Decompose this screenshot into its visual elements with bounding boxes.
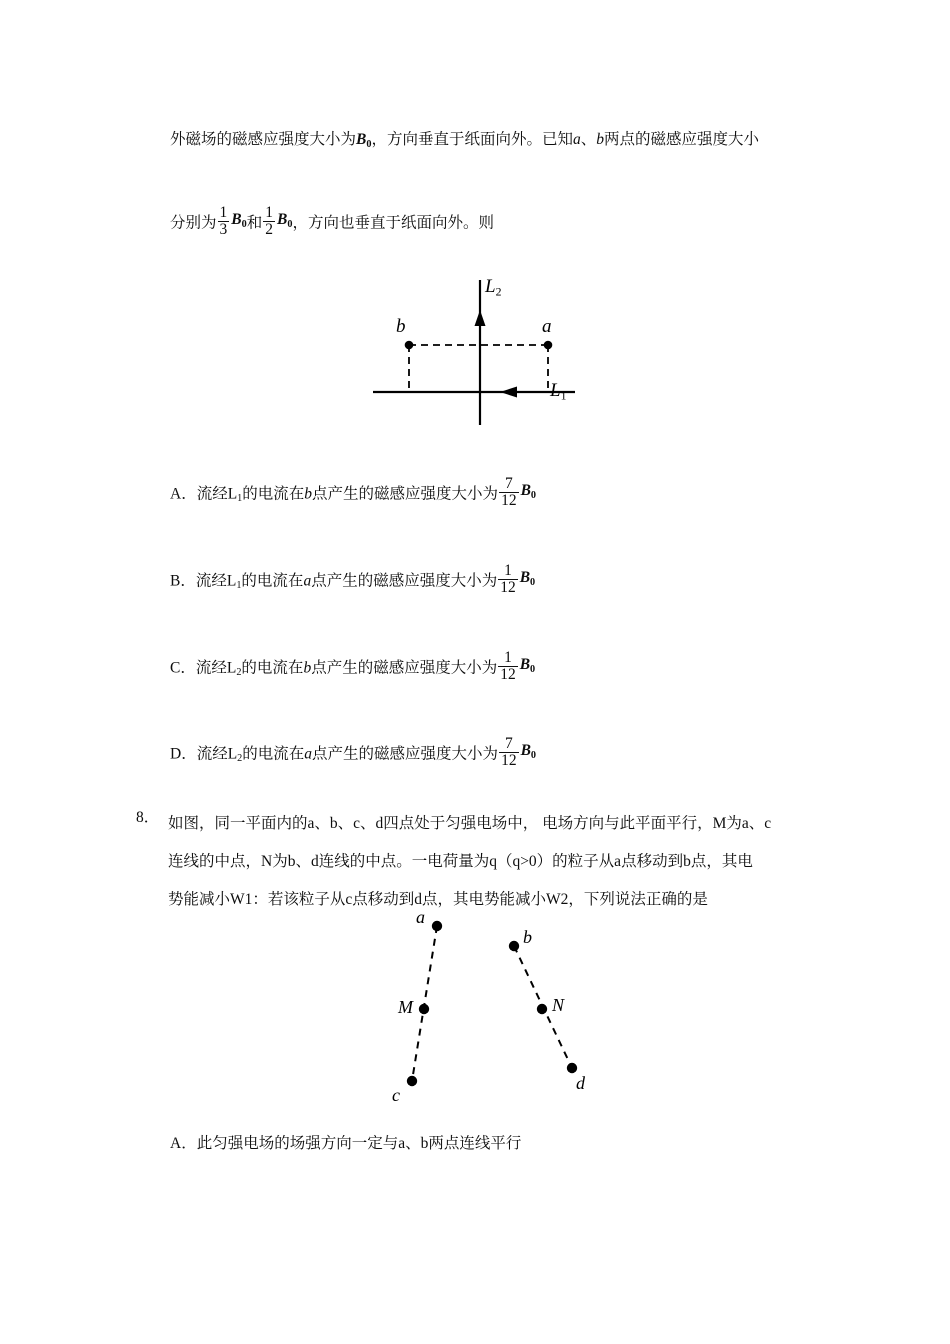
q7-line1-point-a: a [572, 131, 581, 148]
q7-option-d-wire-sub: 2 [237, 753, 243, 765]
point-label-b: b [396, 316, 406, 337]
q7-option-b-text-1: 流经L [195, 572, 237, 590]
vertical-wire-arrowhead [475, 310, 486, 326]
point-b-dot [405, 341, 414, 350]
dashed-segment-a-c [412, 926, 437, 1081]
q7-option-b-point: a [303, 572, 312, 590]
q7-option-d[interactable] [170, 736, 536, 769]
q7-option-d-text-3: 点产生的磁感应强度大小为 [312, 745, 499, 763]
q8-option-a-text: 此匀强电场的场强方向一定与a、b两点连线平行 [196, 1135, 522, 1152]
q7-continuation-line-2 [170, 205, 494, 238]
q7-option-a-text-1: 流经L [196, 485, 238, 503]
question-8-number: 8． [136, 809, 160, 826]
q7-option-c-fraction: $\frac{1}{12}$ [500, 649, 516, 683]
figure2-label-M: M [398, 997, 413, 1017]
horizontal-wire-arrowhead [500, 387, 517, 398]
q7-option-c-symbol-B: $B_0$ [519, 656, 536, 676]
point-N-dot [537, 1004, 547, 1014]
q7-line2-mid: 和 [246, 214, 263, 232]
wire-label-L1: $L_1$ [550, 380, 567, 403]
figure2-label-d: d [576, 1073, 585, 1093]
q7-option-b-text-3: 点产生的磁感应强度大小为 [311, 572, 498, 590]
q8-option-a[interactable] [170, 1131, 521, 1153]
q7-fraction-one-half: $\frac{1}{2}$ [265, 204, 273, 238]
q7-option-a-fraction: $\frac{7}{12}$ [501, 475, 517, 509]
q7-option-d-tag: D． [170, 745, 197, 763]
q8-option-a-tag: A． [170, 1135, 197, 1152]
point-c-dot [407, 1076, 417, 1086]
q7-line2-suffix: ，方向也垂直于纸面向外。则 [292, 214, 494, 232]
figure-four-points-uniform-field [380, 905, 610, 1105]
q7-option-a-symbol-B: $B_0$ [520, 482, 537, 502]
q7-line1-text-2: ，方向垂直于纸面向外。已知 [371, 131, 573, 148]
q7-option-b-tag: B． [170, 572, 196, 590]
point-d-dot [567, 1063, 577, 1073]
question-8-line-2: 连线的中点，N为b、d连线的中点。一电荷量为q（q>0）的粒子从a点移动到b点，其电 [168, 853, 753, 870]
q7-option-c-tag: C． [170, 659, 196, 677]
q7-option-b-fraction: $\frac{1}{12}$ [500, 562, 516, 596]
q7-option-c-text-2: 的电流在 [241, 659, 304, 677]
q7-continuation-line-1 [170, 128, 759, 152]
q7-option-d-point: a [304, 745, 313, 763]
q7-fraction-one-third: $\frac{1}{3}$ [219, 204, 228, 238]
q7-line2-prefix: 分别为 [170, 214, 217, 232]
q7-option-d-symbol-B: $B_0$ [520, 742, 537, 762]
figure2-label-b: b [523, 927, 532, 947]
question-8-line-1: 如图，同一平面内的a、b、c、d四点处于匀强电场中， 电场方向与此平面平行，M为a、c [168, 815, 772, 832]
q7-option-d-fraction: $\frac{7}{12}$ [501, 735, 517, 769]
q7-line1-text-1: 外磁场的磁感应强度大小为 [170, 131, 357, 148]
question-8-line-3: 势能减小W1：若该粒子从c点移动到d点，其电势能减小W2，下列说法正确的是 [168, 891, 708, 908]
question-8-body [168, 805, 840, 919]
q7-line1-sep: 、 [580, 131, 597, 148]
figure2-label-N: N [552, 995, 565, 1015]
point-a-dot [432, 921, 442, 931]
q7-option-b-text-2: 的电流在 [241, 572, 304, 590]
point-label-a: a [542, 316, 552, 337]
q7-line1-point-b: b [596, 131, 604, 148]
q7-line1-symbol-B: $B_0$ [356, 131, 372, 150]
point-b-dot [509, 941, 519, 951]
q7-option-a-text-3: 点产生的磁感应强度大小为 [312, 485, 499, 503]
q7-option-c-wire-sub: 2 [236, 667, 242, 679]
q7-option-b-symbol-B: $B_0$ [519, 569, 536, 589]
q7-option-d-text-1: 流经L [196, 745, 238, 763]
q7-option-b[interactable] [170, 563, 535, 596]
q7-frac1-symbol-B: $B_0$ [231, 211, 247, 231]
q7-line1-text-3: 两点的磁感应强度大小 [604, 131, 760, 148]
figure2-label-c: c [392, 1085, 400, 1105]
q7-option-a[interactable] [170, 476, 536, 509]
q7-option-c-text-1: 流经L [195, 659, 237, 677]
q7-option-b-wire-sub: 1 [236, 580, 242, 592]
wire-label-L2: $L_2$ [485, 276, 502, 299]
q7-option-c-text-3: 点产生的磁感应强度大小为 [311, 659, 498, 677]
q7-option-a-tag: A． [170, 485, 197, 503]
q7-option-a-point: b [304, 485, 313, 503]
point-a-dot [544, 341, 553, 350]
point-M-dot [419, 1004, 429, 1014]
figure-two-current-wires [360, 270, 630, 435]
q7-option-c-point: b [303, 659, 312, 677]
figure2-label-a: a [416, 907, 425, 927]
q7-option-d-text-2: 的电流在 [242, 745, 305, 763]
q7-frac2-symbol-B: $B_0$ [276, 211, 293, 231]
q7-option-a-text-2: 的电流在 [242, 485, 305, 503]
q7-option-a-wire-sub: 1 [237, 493, 243, 505]
q7-option-c[interactable] [170, 650, 535, 683]
